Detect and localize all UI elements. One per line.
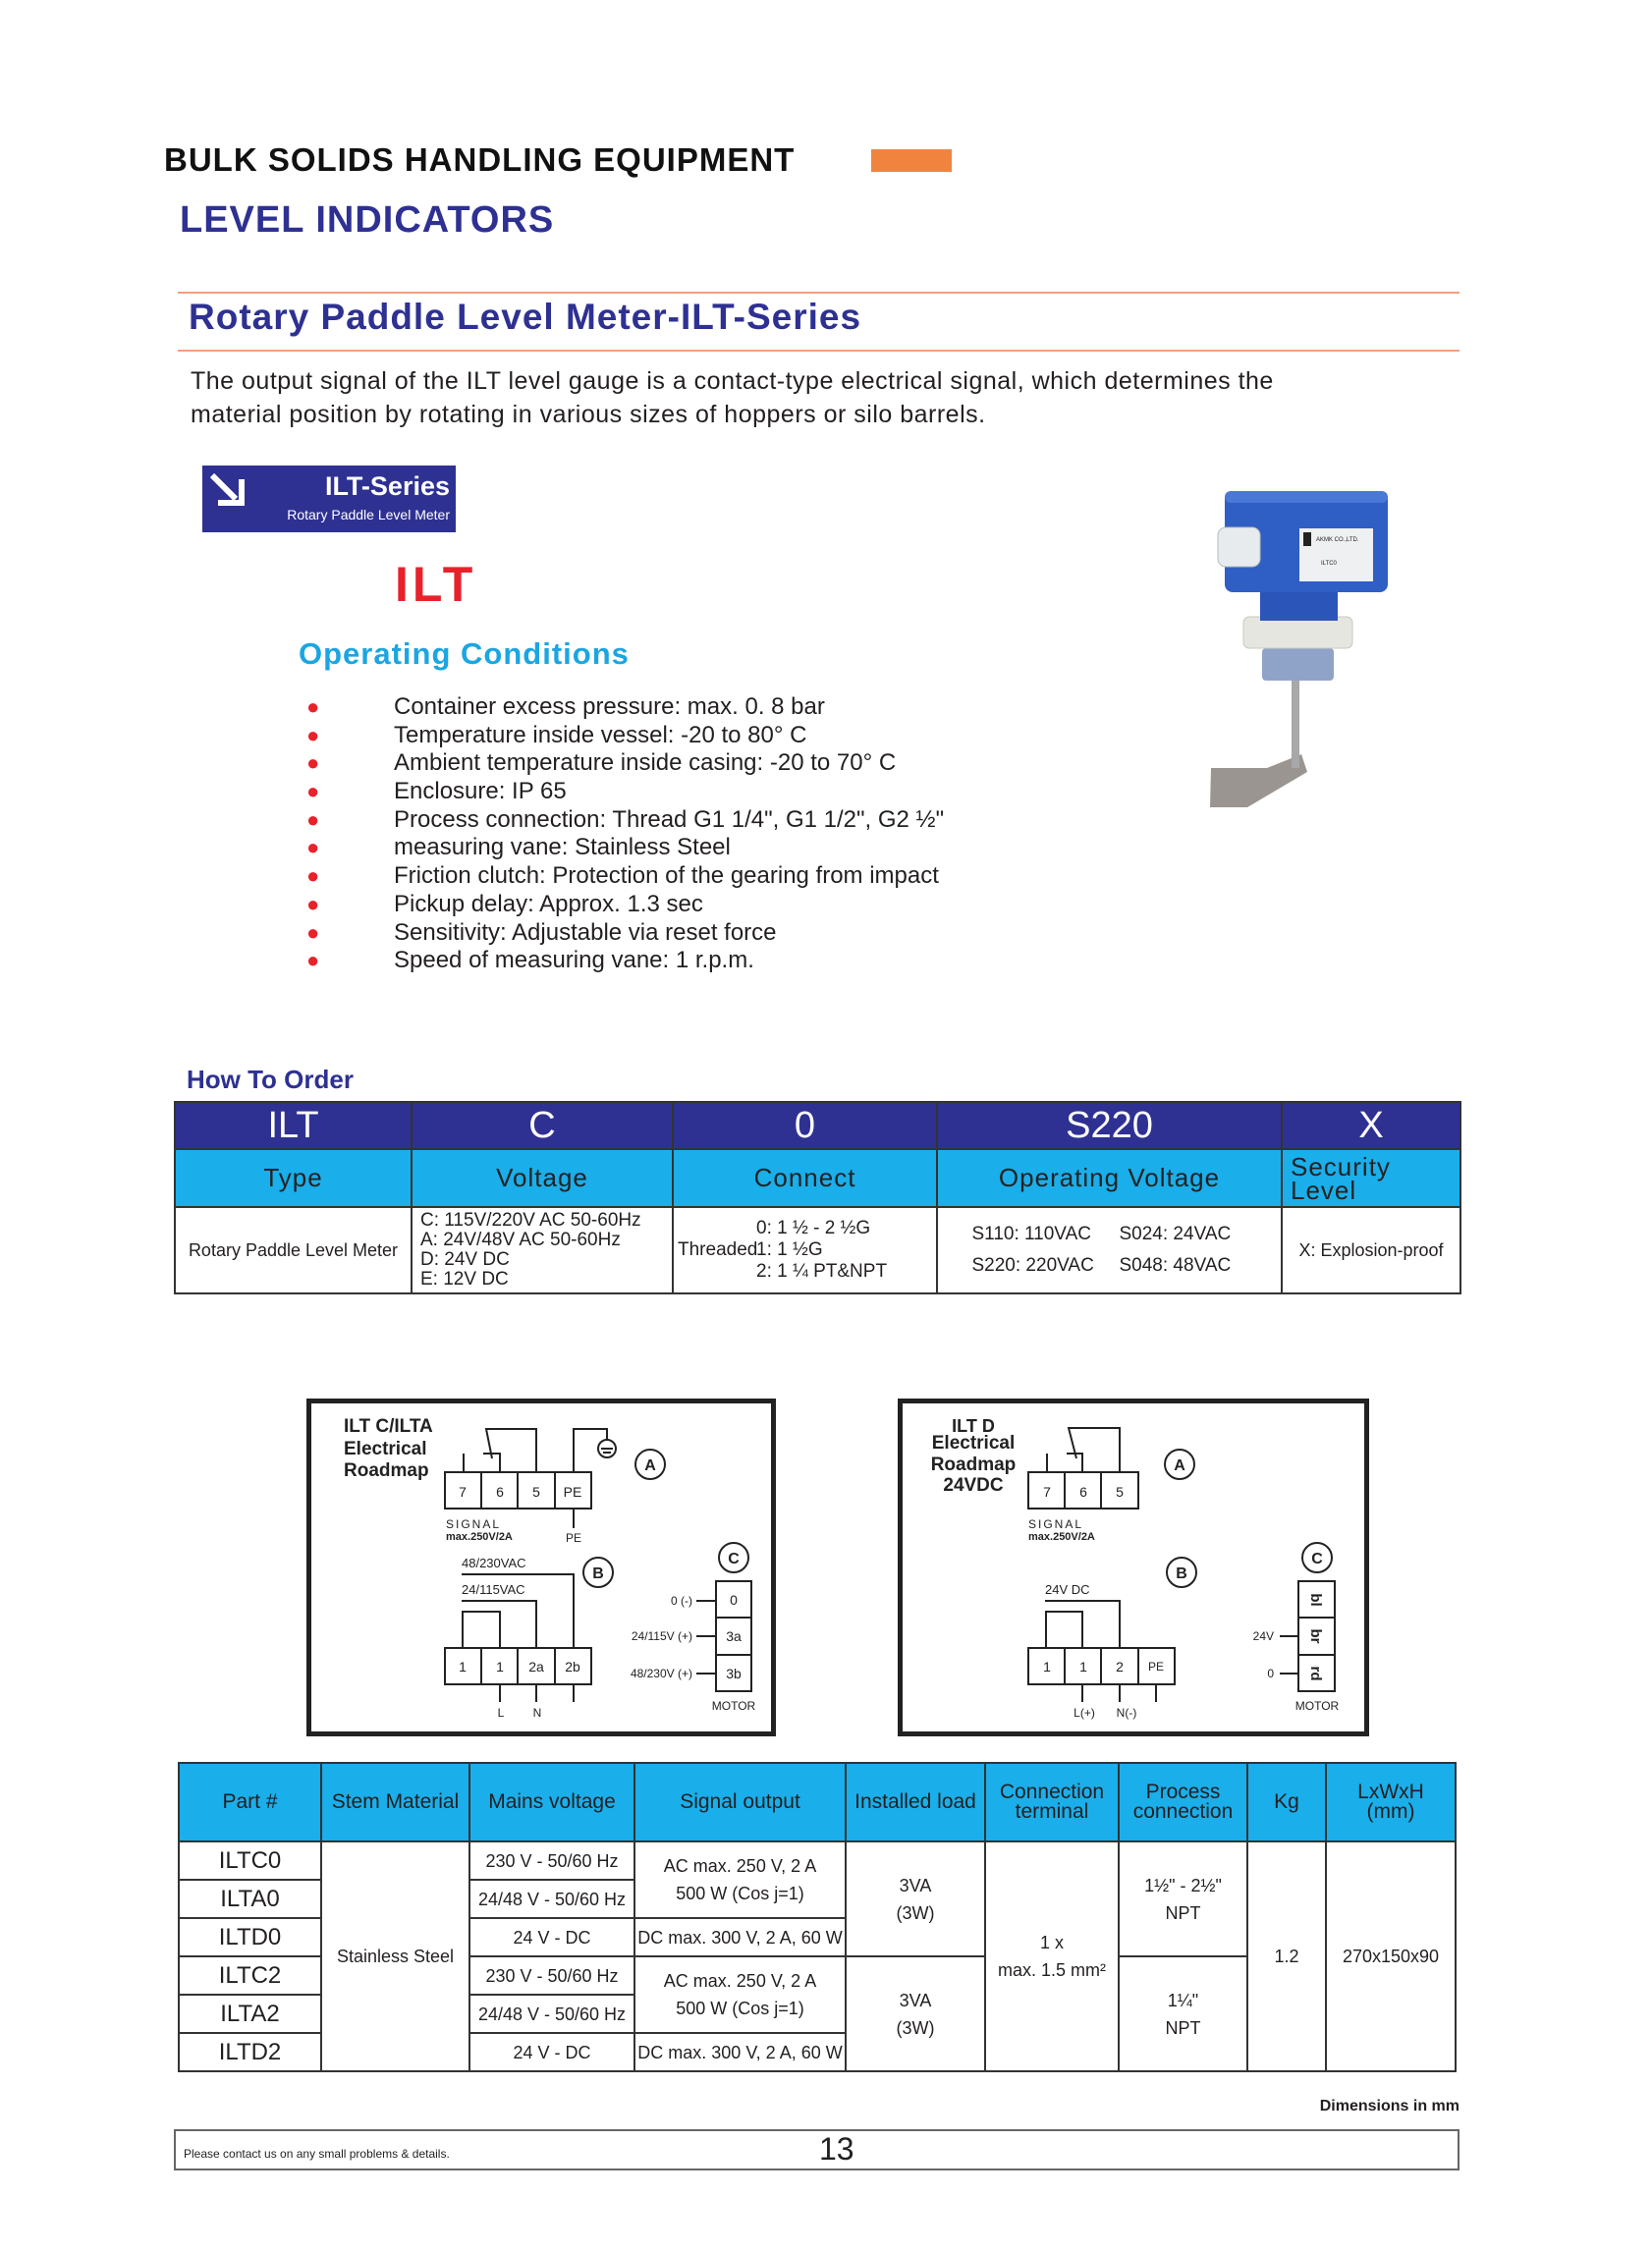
series-badge (202, 466, 456, 532)
motor-label: MOTOR (711, 1699, 756, 1713)
signal-line: 500 W (Cos j=1) (676, 1884, 804, 1903)
terminal-label: 1 (1043, 1659, 1051, 1675)
mains-voltage: 24/48 V - 50/60 Hz (469, 1880, 634, 1918)
signal-label: SIGNAL (446, 1517, 502, 1531)
signal-output: DC max. 300 V, 2 A, 60 W (634, 1918, 846, 1956)
diagram-title: Roadmap (344, 1460, 429, 1481)
terminal-label: 2a (528, 1659, 544, 1675)
mains-voltage: 24/48 V - 50/60 Hz (469, 1995, 634, 2033)
process-line: NPT (1165, 2017, 1201, 2038)
list-item (304, 919, 944, 948)
header-security: Security Level (1282, 1149, 1460, 1207)
motor-terminal: rd (1307, 1666, 1324, 1681)
operating-voltage-option: S220: 220VAC (971, 1255, 1094, 1276)
diagram-title: Electrical (344, 1439, 427, 1459)
signal-label: SIGNAL (1028, 1517, 1084, 1531)
condition-text: Process connection: Thread G1 1/4", G1 1/2", G2 ½" (394, 805, 945, 833)
column-header: Signal output (634, 1763, 846, 1841)
ground-icon (598, 1440, 616, 1457)
terminal-label: 1 (496, 1659, 504, 1675)
category-heading: BULK SOLIDS HANDLING EQUIPMENT (164, 141, 796, 178)
page-number: 13 (819, 2131, 854, 2167)
process-connection (1119, 1841, 1247, 1956)
section-heading: LEVEL INDICATORS (180, 199, 555, 241)
column-header: Connection terminal (985, 1763, 1119, 1841)
terminal-label: 7 (1043, 1484, 1051, 1500)
operating-conditions-heading: Operating Conditions (299, 636, 630, 671)
diagram-title: ILT D (952, 1416, 995, 1436)
signal-line: 500 W (Cos j=1) (676, 1999, 804, 2018)
terminal-label: 6 (1079, 1484, 1087, 1500)
table-row (179, 1841, 1456, 1880)
process-connection (1119, 1956, 1247, 2071)
signal-output: DC max. 300 V, 2 A, 60 W (634, 2033, 846, 2071)
supply-label: 24V DC (1045, 1582, 1090, 1597)
diagram-title: ILT C/ILTA (344, 1416, 433, 1437)
condition-text: Ambient temperature inside casing: -20 to 70° C (394, 749, 897, 777)
part-number: ILTA0 (179, 1880, 321, 1918)
marker-b: B (592, 1565, 604, 1582)
bullet-icon: ● (306, 694, 320, 719)
mains-voltage: 230 V - 50/60 Hz (469, 1841, 634, 1880)
pe-label: PE (565, 1531, 582, 1545)
order-code-table (174, 1101, 1461, 1294)
column-header: Kg (1247, 1763, 1326, 1841)
diagram-title: Roadmap (930, 1455, 1017, 1475)
condition-text: Enclosure: IP 65 (394, 778, 567, 805)
badge-subtitle: Rotary Paddle Level Meter (287, 507, 450, 522)
mains-voltage: 230 V - 50/60 Hz (469, 1956, 634, 1995)
voltage-option: E: 12V DC (420, 1269, 509, 1290)
column-header: Process connection (1119, 1763, 1247, 1841)
terminal-label: 1 (459, 1659, 467, 1675)
code-operating-voltage: S220 (937, 1102, 1282, 1149)
marker-a: A (644, 1457, 656, 1474)
motor-input: 24V (1252, 1629, 1274, 1643)
bullet-icon: ● (306, 863, 320, 889)
dimensions-note: Dimensions in mm (1319, 2098, 1459, 2114)
supply-label: 48/230VAC (462, 1556, 526, 1570)
marker-b: B (1176, 1565, 1187, 1582)
operating-voltage-option: S110: 110VAC (971, 1224, 1091, 1244)
load-line: (3W) (896, 1902, 935, 1923)
voltage-option: D: 24V DC (420, 1249, 510, 1270)
stem-material: Stainless Steel (321, 1841, 469, 2071)
bullet-icon: ● (306, 891, 320, 916)
bullet-icon: ● (306, 806, 320, 832)
connect-prefix: Threaded (678, 1239, 758, 1260)
motor-terminal: 3b (726, 1666, 742, 1681)
list-item (304, 834, 944, 862)
terminal-label: 1 (1079, 1659, 1087, 1675)
terminal-line: max. 1.5 mm² (997, 1960, 1106, 1980)
condition-text: Friction clutch: Protection of the gearing from impact (394, 862, 939, 890)
wiring-diagram-iltd (898, 1399, 1369, 1736)
voltage-options (412, 1207, 673, 1293)
operating-voltage-options (937, 1207, 1282, 1293)
product-photo (1193, 471, 1400, 815)
page-title: Rotary Paddle Level Meter-ILT-Series (189, 297, 862, 337)
marker-c: C (728, 1551, 740, 1567)
column-header: Installed load (846, 1763, 985, 1841)
voltage-option: A: 24V/48V AC 50-60Hz (420, 1230, 621, 1250)
bullet-icon: ● (306, 722, 320, 747)
header-line: LxWxH (1357, 1781, 1424, 1803)
header-voltage: Voltage (412, 1149, 673, 1207)
wiring-diagram-iltc-ilta (306, 1399, 776, 1736)
terminal-label: PE (1147, 1660, 1165, 1674)
photo-label-company: AKMK CO.,LTD. (1316, 537, 1359, 543)
code-type: ILT (175, 1102, 412, 1149)
description-line: material position by rotating in various sizes of hoppers or silo barrels. (191, 401, 986, 428)
bullet-icon: ● (306, 835, 320, 860)
line-label: L(+) (1074, 1706, 1095, 1720)
line-label: N (532, 1706, 542, 1720)
table-header (179, 1763, 1456, 1841)
motor-terminal: bl (1307, 1593, 1324, 1607)
signal-output (634, 1956, 846, 2033)
header-row (175, 1149, 1460, 1207)
column-header: Stem Material (321, 1763, 469, 1841)
list-item (304, 862, 944, 891)
security-option: X: Explosion-proof (1282, 1207, 1460, 1293)
diagram-title: 24VDC (943, 1475, 1004, 1496)
signal-line: AC max. 250 V, 2 A (663, 1856, 817, 1876)
installed-load (846, 1841, 985, 1956)
condition-text: Temperature inside vessel: -20 to 80° C (394, 721, 807, 748)
terminal-label: 7 (459, 1484, 467, 1500)
dimensions: 270x150x90 (1326, 1841, 1456, 2071)
list-item (304, 806, 944, 835)
photo-label-model: ILTC0 (1321, 561, 1337, 567)
parts-table (178, 1762, 1457, 2072)
process-line: NPT (1165, 1902, 1201, 1923)
installed-load (846, 1956, 985, 2071)
options-row (175, 1207, 1460, 1293)
list-item (304, 947, 944, 975)
column-header (1326, 1763, 1456, 1841)
motor-input: 48/230V (+) (630, 1667, 692, 1680)
code-voltage: C (412, 1102, 673, 1149)
column-header: Part # (179, 1763, 321, 1841)
condition-text: Container excess pressure: max. 0. 8 bar (394, 693, 825, 720)
diagram-title: Electrical (931, 1433, 1016, 1454)
bullet-icon: ● (306, 750, 320, 776)
terminal-line: 1 x (1039, 1933, 1064, 1952)
mains-voltage: 24 V - DC (469, 2033, 634, 2071)
model-logo: ILT (395, 557, 477, 612)
header-connect: Connect (673, 1149, 937, 1207)
signal-rating: max.250V/2A (446, 1531, 513, 1543)
list-item (304, 722, 944, 750)
part-number: ILTC2 (179, 1956, 321, 1995)
motor-input: 0 (-) (671, 1594, 692, 1608)
motor-label: MOTOR (1294, 1699, 1340, 1713)
description-line: The output signal of the ILT level gauge is a contact-type electrical signal, which determines the (191, 367, 1274, 395)
condition-text: Sensitivity: Adjustable via reset force (394, 918, 777, 946)
footer-note: Please contact us on any small problems & details. (184, 2147, 450, 2161)
bullet-icon: ● (306, 948, 320, 973)
marker-c: C (1311, 1551, 1323, 1567)
supply-label: 24/115VAC (462, 1582, 525, 1597)
terminal-label: 5 (1116, 1484, 1124, 1500)
arrow-down-right-icon (208, 469, 248, 509)
operating-voltage-option: S024: 24VAC (1119, 1224, 1232, 1244)
part-number: ILTD0 (179, 1918, 321, 1956)
voltage-option: C: 115V/220V AC 50-60Hz (420, 1210, 641, 1231)
line-label: L (497, 1706, 505, 1720)
connect-option: 1: 1 ½G (756, 1239, 823, 1260)
header-operating-voltage: Operating Voltage (937, 1149, 1282, 1207)
signal-rating: max.250V/2A (1028, 1531, 1095, 1543)
marker-a: A (1174, 1457, 1185, 1474)
header-type: Type (175, 1149, 412, 1207)
connect-option: 0: 1 ½ - 2 ½G (756, 1218, 871, 1238)
condition-text: measuring vane: Stainless Steel (394, 834, 731, 861)
part-number: ILTD2 (179, 2033, 321, 2071)
footer (174, 2129, 1459, 2170)
signal-line: AC max. 250 V, 2 A (663, 1971, 817, 1991)
accent-bar (871, 149, 952, 172)
terminal-label: 2b (565, 1659, 580, 1675)
weight: 1.2 (1247, 1841, 1326, 2071)
motor-terminal: br (1307, 1628, 1324, 1644)
mains-voltage: 24 V - DC (469, 1918, 634, 1956)
motor-terminal: 3a (726, 1628, 742, 1644)
list-item (304, 749, 944, 778)
terminal-label: 6 (496, 1484, 504, 1500)
process-line: 1½" - 2½" (1144, 1875, 1222, 1895)
connect-option: 2: 1 ¼ PT&NPT (756, 1261, 888, 1282)
motor-terminal: 0 (730, 1592, 738, 1608)
list-item (304, 778, 944, 806)
part-number: ILTA2 (179, 1995, 321, 2033)
operating-conditions-list (304, 693, 944, 975)
divider (178, 292, 1459, 294)
load-line: (3W) (896, 2017, 935, 2038)
divider (178, 350, 1459, 352)
operating-voltage-option: S048: 48VAC (1119, 1255, 1232, 1276)
condition-text: Pickup delay: Approx. 1.3 sec (394, 890, 703, 917)
column-header: Mains voltage (469, 1763, 634, 1841)
type-value: Rotary Paddle Level Meter (175, 1207, 412, 1293)
how-to-order-heading: How To Order (187, 1065, 354, 1094)
header-line: (mm) (1366, 1800, 1415, 1823)
signal-output (634, 1841, 846, 1918)
code-row (175, 1102, 1460, 1149)
motor-input: 24/115V (+) (631, 1629, 692, 1643)
list-item (304, 891, 944, 919)
terminal-label: 5 (532, 1484, 540, 1500)
bullet-icon: ● (306, 779, 320, 804)
connection-terminal (985, 1841, 1119, 2071)
connect-options (673, 1207, 937, 1293)
list-item (304, 693, 944, 722)
code-connect: 0 (673, 1102, 937, 1149)
code-security: X (1282, 1102, 1460, 1149)
condition-text: Speed of measuring vane: 1 r.p.m. (394, 947, 754, 974)
terminal-label: 2 (1116, 1659, 1124, 1675)
load-line: 3VA (899, 1990, 932, 2010)
motor-input: 0 (1267, 1667, 1274, 1680)
terminal-label: PE (563, 1484, 582, 1500)
process-line: 1¼" (1167, 1990, 1199, 2010)
part-number: ILTC0 (179, 1841, 321, 1880)
badge-title: ILT-Series (324, 471, 450, 501)
load-line: 3VA (899, 1875, 932, 1895)
line-label: N(-) (1116, 1706, 1137, 1720)
bullet-icon: ● (306, 919, 320, 945)
